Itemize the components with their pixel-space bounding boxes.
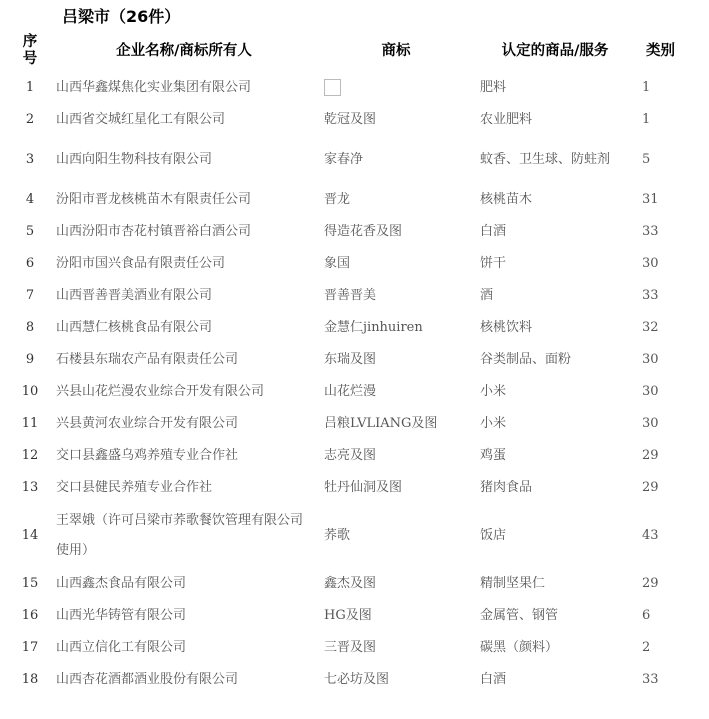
header-mark: 商标 bbox=[381, 42, 411, 59]
cell-mark: 山花烂漫 bbox=[324, 384, 377, 399]
table-row bbox=[10, 312, 696, 344]
cell-mark: 三晋及图 bbox=[324, 640, 377, 655]
cell-category: 1 bbox=[642, 112, 651, 127]
cell-goods: 白酒 bbox=[480, 672, 507, 687]
cell-category: 33 bbox=[642, 288, 659, 303]
cell-mark: 鑫杰及图 bbox=[324, 576, 377, 591]
cell-category: 29 bbox=[642, 480, 659, 495]
table-row bbox=[10, 376, 696, 408]
table-row bbox=[10, 344, 696, 376]
cell-seq: 8 bbox=[25, 320, 35, 335]
trademark-image-icon bbox=[324, 79, 341, 96]
cell-seq: 18 bbox=[21, 672, 39, 687]
cell-category: 5 bbox=[642, 152, 651, 167]
cell-goods: 小米 bbox=[480, 384, 507, 399]
cell-category: 1 bbox=[642, 80, 651, 95]
cell-company: 山西向阳生物科技有限公司 bbox=[56, 152, 213, 167]
trademark-table bbox=[10, 30, 696, 696]
cell-seq: 3 bbox=[25, 152, 35, 167]
cell-mark: 象国 bbox=[324, 256, 351, 271]
cell-goods: 农业肥料 bbox=[480, 112, 533, 127]
cell-category: 29 bbox=[642, 576, 659, 591]
header-seq-label: 序 号 bbox=[22, 34, 38, 67]
cell-mark: 得造花香及图 bbox=[324, 224, 403, 239]
cell-category: 30 bbox=[642, 416, 659, 431]
header-seq bbox=[10, 30, 50, 72]
cell-seq: 1 bbox=[25, 80, 35, 95]
cell-goods: 猪肉食品 bbox=[480, 480, 533, 495]
table-row bbox=[10, 104, 696, 136]
cell-goods: 白酒 bbox=[480, 224, 507, 239]
table-row bbox=[10, 568, 696, 600]
cell-mark: 吕粮LVLIANG及图 bbox=[324, 416, 438, 431]
cell-company: 山西杏花酒都酒业股份有限公司 bbox=[56, 672, 239, 687]
cell-seq: 7 bbox=[25, 288, 35, 303]
cell-mark: 乾冠及图 bbox=[324, 112, 377, 127]
cell-category: 30 bbox=[642, 384, 659, 399]
table-row bbox=[10, 600, 696, 632]
cell-seq: 9 bbox=[25, 352, 35, 367]
cell-goods: 核桃饮料 bbox=[480, 320, 533, 335]
cell-company: 山西华鑫煤焦化实业集团有限公司 bbox=[56, 80, 252, 95]
cell-company: 石楼县东瑞农产品有限责任公司 bbox=[56, 352, 239, 367]
cell-company: 山西晋善晋美酒业有限公司 bbox=[56, 288, 213, 303]
cell-company: 山西立信化工有限公司 bbox=[56, 640, 187, 655]
cell-mark: 荞歌 bbox=[324, 528, 351, 543]
table-row bbox=[10, 216, 696, 248]
cell-seq: 2 bbox=[25, 112, 35, 127]
cell-seq: 13 bbox=[21, 480, 39, 495]
cell-seq: 15 bbox=[21, 576, 39, 591]
cell-category: 33 bbox=[642, 224, 659, 239]
cell-category: 43 bbox=[642, 528, 659, 543]
table-row bbox=[10, 248, 696, 280]
cell-company: 山西汾阳市杏花村镇晋裕白酒公司 bbox=[56, 224, 252, 239]
section-title: 吕梁市（26件） bbox=[62, 7, 181, 26]
cell-mark: 牡丹仙洞及图 bbox=[324, 480, 403, 495]
cell-mark: HG及图 bbox=[324, 608, 372, 623]
cell-seq: 17 bbox=[21, 640, 39, 655]
cell-seq: 10 bbox=[21, 384, 39, 399]
table-row bbox=[10, 408, 696, 440]
cell-goods: 鸡蛋 bbox=[480, 448, 507, 463]
cell-company: 汾阳市晋龙核桃苗木有限责任公司 bbox=[56, 192, 252, 207]
cell-company: 交口县健民养殖专业合作社 bbox=[56, 480, 213, 495]
cell-seq: 5 bbox=[25, 224, 35, 239]
table-header-row bbox=[10, 30, 696, 72]
cell-company: 兴县山花烂漫农业综合开发有限公司 bbox=[56, 384, 265, 399]
cell-seq: 16 bbox=[21, 608, 39, 623]
cell-goods: 酒 bbox=[480, 288, 494, 303]
table-row bbox=[10, 472, 696, 504]
cell-mark: 金慧仁jinhuiren bbox=[324, 320, 423, 335]
header-company: 企业名称/商标所有人 bbox=[116, 42, 252, 59]
cell-company: 交口县鑫盛乌鸡养殖专业合作社 bbox=[56, 448, 239, 463]
cell-mark: 志亮及图 bbox=[324, 448, 377, 463]
table-row bbox=[10, 280, 696, 312]
cell-goods: 饼干 bbox=[480, 256, 507, 271]
cell-mark: 东瑞及图 bbox=[324, 352, 377, 367]
cell-mark: 家春净 bbox=[324, 152, 364, 167]
cell-mark: 七必坊及图 bbox=[324, 672, 390, 687]
cell-goods: 碳黑（颜料） bbox=[480, 640, 559, 655]
cell-category: 33 bbox=[642, 672, 659, 687]
cell-company: 山西省交城红星化工有限公司 bbox=[56, 112, 226, 127]
table-row bbox=[10, 184, 696, 216]
table-row bbox=[10, 664, 696, 696]
cell-goods: 肥料 bbox=[480, 80, 507, 95]
table-row bbox=[10, 136, 696, 184]
cell-seq: 11 bbox=[21, 416, 39, 431]
cell-category: 30 bbox=[642, 352, 659, 367]
table-row bbox=[10, 632, 696, 664]
header-goods: 认定的商品/服务 bbox=[501, 42, 609, 59]
cell-seq: 14 bbox=[21, 528, 39, 543]
header-category: 类别 bbox=[646, 42, 675, 59]
cell-category: 30 bbox=[642, 256, 659, 271]
cell-goods: 核桃苗木 bbox=[480, 192, 533, 207]
cell-goods: 饭店 bbox=[480, 528, 507, 543]
cell-seq: 12 bbox=[21, 448, 39, 463]
cell-category: 2 bbox=[642, 640, 651, 655]
cell-goods: 蚊香、卫生球、防蛀剂 bbox=[480, 152, 611, 167]
cell-seq: 6 bbox=[25, 256, 35, 271]
cell-category: 29 bbox=[642, 448, 659, 463]
cell-goods: 精制坚果仁 bbox=[480, 576, 546, 591]
cell-mark: 晋善晋美 bbox=[324, 288, 377, 303]
cell-company: 山西鑫杰食品有限公司 bbox=[56, 576, 187, 591]
table-row bbox=[10, 72, 696, 104]
cell-goods: 小米 bbox=[480, 416, 507, 431]
cell-goods: 金属管、钢管 bbox=[480, 608, 559, 623]
cell-category: 31 bbox=[642, 192, 659, 207]
cell-company: 汾阳市国兴食品有限责任公司 bbox=[56, 256, 226, 271]
cell-company: 兴县黄河农业综合开发有限公司 bbox=[56, 416, 239, 431]
cell-company: 山西光华铸管有限公司 bbox=[56, 608, 187, 623]
table-row bbox=[10, 504, 696, 568]
cell-category: 6 bbox=[642, 608, 651, 623]
cell-seq: 4 bbox=[25, 192, 35, 207]
table-row bbox=[10, 440, 696, 472]
cell-goods: 谷类制品、面粉 bbox=[480, 352, 572, 367]
cell-category: 32 bbox=[642, 320, 659, 335]
cell-company: 王翠娥（许可吕梁市荞歌餐饮管理有限公司使用） bbox=[56, 513, 304, 558]
cell-mark: 晋龙 bbox=[324, 192, 351, 207]
cell-mark bbox=[318, 72, 474, 104]
cell-company: 山西慧仁核桃食品有限公司 bbox=[56, 320, 213, 335]
